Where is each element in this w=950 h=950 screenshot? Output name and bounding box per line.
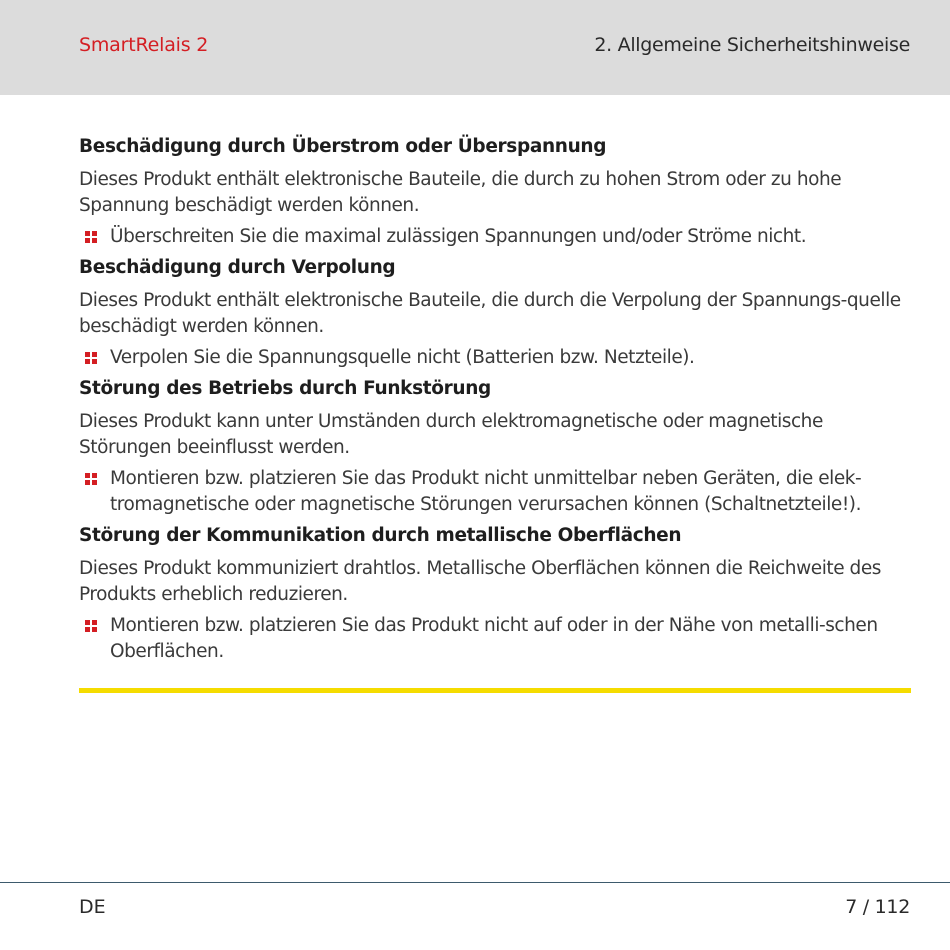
section-metal-surfaces <box>79 523 911 665</box>
bullet-item <box>79 345 911 371</box>
bullet-icon <box>85 620 98 633</box>
product-title: SmartRelais 2 <box>79 34 209 56</box>
bullet-text: Montieren bzw. platzieren Sie das Produkt nicht auf oder in der Nähe von metalli-schen Oberflächen. <box>110 615 878 662</box>
bullet-item <box>79 224 911 250</box>
language-code: DE <box>79 896 106 918</box>
section-reverse-polarity <box>79 255 911 371</box>
bullet-text: Überschreiten Sie die maximal zulässigen Spannungen und/oder Ströme nicht. <box>110 226 807 247</box>
section-overcurrent <box>79 134 911 250</box>
section-heading: Beschädigung durch Verpolung <box>79 257 396 278</box>
section-heading: Beschädigung durch Überstrom oder Überspannung <box>79 136 607 157</box>
section-end-divider <box>79 688 911 693</box>
footer-divider <box>0 882 950 883</box>
bullet-icon <box>85 352 98 365</box>
section-text: Dieses Produkt kommuniziert drahtlos. Metallische Oberflächen können die Reichweite des Produkts erheblich reduzieren. <box>79 558 881 605</box>
section-heading: Störung der Kommunikation durch metallische Oberflächen <box>79 525 682 546</box>
section-heading: Störung des Betriebs durch Funkstörung <box>79 378 491 399</box>
bullet-item <box>79 466 911 518</box>
bullet-item <box>79 613 911 665</box>
safety-content <box>79 134 911 670</box>
page-header <box>0 0 950 95</box>
page-number: 7 / 112 <box>845 896 910 918</box>
bullet-icon <box>85 231 98 244</box>
section-text: Dieses Produkt kann unter Umständen durch elektromagnetische oder magnetische Störungen beeinflusst werden. <box>79 411 823 458</box>
bullet-text: Verpolen Sie die Spannungsquelle nicht (Batterien bzw. Netzteile). <box>110 347 695 368</box>
section-text: Dieses Produkt enthält elektronische Bauteile, die durch die Verpolung der Spannungs-quelle beschädigt werden können. <box>79 290 901 337</box>
section-radio-interference <box>79 376 911 518</box>
bullet-text: Montieren bzw. platzieren Sie das Produkt nicht unmittelbar neben Geräten, die elek-tromagnetische oder magnetische Störungen verursachen können (Schaltnetzteile!). <box>110 468 862 515</box>
section-text: Dieses Produkt enthält elektronische Bauteile, die durch zu hohen Strom oder zu hohe Spannung beschädigt werden können. <box>79 169 842 216</box>
chapter-title: 2. Allgemeine Sicherheitshinweise <box>594 34 910 56</box>
bullet-icon <box>85 473 98 486</box>
